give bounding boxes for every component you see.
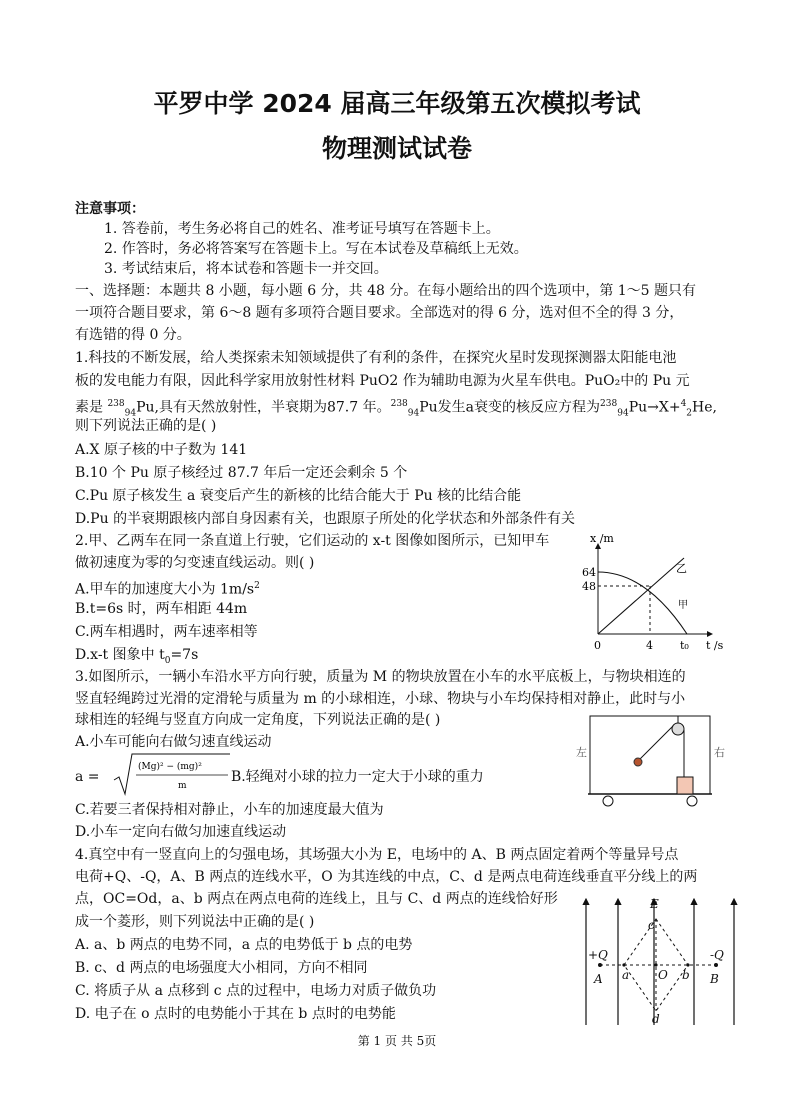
q1-line-3: 素是 $^{238}_{94}$Pu,具有天然放射性，半衰期为87.7 年。$^{238}_{94}$Pu发生a衰变的核反应方程为$^{238}_{94}$Pu→X+$^4_2$He, (75, 399, 717, 419)
q4-line-2: 电荷+Q、-Q，A、B 两点的连线水平，O 为其连线的中点，C、d 是两点电荷连线垂直平分线上的两 (75, 869, 698, 885)
rope-to-ball (639, 726, 673, 760)
charge-B-dot (714, 963, 718, 967)
q1-line-2: 板的发电能力有限，因此科学家用放射性材料 PuO2 作为辅助电源为火星车供电。PuO₂中的 Pu 元 (75, 373, 690, 389)
q2-line-2: 做初速度为零的匀变速直线运动。则( ) (75, 555, 315, 571)
x-tick-t0: t₀ (680, 639, 689, 652)
q3-line-2: 竖直轻绳跨过光滑的定滑轮与质量为 m 的小球相连，小球、物块与小车均保持相对静止，此时与小 (75, 691, 686, 707)
exam-title: 平罗中学 2024 届高三年级第五次模拟考试 (153, 89, 641, 118)
q2-option-b: B.t=6s 时，两车相距 44m (75, 601, 248, 617)
notice-item-2: 2. 作答时，务必将答案写在答题卡上。写在本试卷及草稿纸上无效。 (104, 241, 528, 257)
q2-option-a: A.甲车的加速度大小为 $1m/s^2$ (75, 581, 260, 598)
q1-line-4: 则下列说法正确的是( ) (75, 418, 217, 434)
formula-denominator: m (178, 781, 187, 791)
label-a: a (622, 968, 630, 982)
point-a-dot (622, 963, 625, 966)
line-yi (598, 558, 684, 634)
y-tick-64: 64 (582, 566, 596, 579)
q3-option-d: D.小车一定向右做匀加速直线运动 (75, 824, 287, 840)
q2-line-1: 2.甲、乙两车在同一条直道上行驶，它们运动的 x-t 图像如图所示，已知甲车 (75, 533, 550, 549)
x-axis-label: t /s (706, 639, 724, 652)
y-axis-label: x /m (590, 532, 614, 545)
q4-option-b: B. c、d 两点的电场强度大小相同，方向不相同 (75, 960, 368, 976)
exam-subtitle: 物理测试试卷 (321, 134, 472, 163)
section-intro-line-2: 一项符合题目要求，第 6～8 题有多项符合题目要求。全部选对的得 6 分，选对但不全的得 3 分， (75, 305, 684, 321)
q3-line-1: 3.如图所示，一辆小车沿水平方向行驶，质量为 M 的物块放置在小车的水平底板上，与物块相连的 (75, 669, 686, 685)
q3-option-c: C.若要三者保持相对静止，小车的加速度最大值为 (75, 802, 384, 818)
x-tick-4: 4 (646, 639, 653, 652)
formula-numerator: (Mg)² − (mg)² (138, 762, 202, 772)
q4-option-d: D. 电子在 o 点时的电势能小于其在 b 点时的电势能 (75, 1006, 396, 1022)
q4-line-1: 4.真空中有一竖直向上的匀强电场，其场强大小为 E，电场中的 A、B 两点固定着两个等量异号点 (75, 847, 679, 863)
q2-option-d: D.x-t 图象中 $t_0=7s$ (75, 647, 199, 666)
point-O-dot (654, 963, 657, 966)
small-ball (634, 758, 642, 766)
notice-heading: 注意事项： (75, 201, 145, 217)
q1-option-c: C.Pu 原子核发生 a 衰变后产生的新核的比结合能大于 Pu 核的比结合能 (75, 488, 522, 504)
label-E: E (650, 897, 659, 911)
label-plusQ: +Q (588, 948, 608, 962)
section-intro-line-3: 有选错的得 0 分。 (75, 327, 191, 343)
q4-line-4: 成一个菱形，则下列说法中正确的是( ) (75, 914, 315, 930)
q3-option-b: B.轻绳对小球的拉力一定大于小球的重力 (231, 769, 484, 785)
q3-option-a: A.小车可能向右做匀速直线运动 (75, 734, 272, 750)
label-minusQ: -Q (710, 948, 724, 962)
q3-formula-lhs: a = (75, 769, 100, 785)
label-yi: 乙 (676, 562, 687, 575)
q4-field-figure (578, 893, 742, 1028)
label-B: B (710, 972, 719, 986)
q4-option-a: A. a、b 两点的电势不同，a 点的电势低于 b 点的电势 (75, 937, 413, 953)
q3-sqrt-formula (112, 750, 232, 800)
section-intro-line-1: 一、选择题：本题共 8 小题，每小题 6 分，共 48 分。在每小题给出的四个选项中，第 1～5 题只有 (75, 283, 697, 299)
curve-jia (598, 572, 687, 634)
label-A: A (594, 972, 603, 986)
charge-A-dot (598, 963, 602, 967)
q3-line-3: 球相连的轻绳与竖直方向成一定角度，下列说法正确的是( ) (75, 712, 441, 728)
block-M (677, 777, 693, 794)
label-jia: 甲 (678, 600, 688, 611)
label-b: b (682, 968, 690, 982)
q4-line-3: 点，OC=Od，a、b 两点在两点电荷的连线上，且与 C、d 两点的连线恰好形 (75, 891, 558, 907)
notice-item-3: 3. 考试结束后，将本试卷和答题卡一并交回。 (104, 261, 388, 277)
label-d: d (652, 1012, 660, 1026)
q2-option-c: C.两车相遇时，两车速率相等 (75, 624, 258, 640)
q1-option-a: A.X 原子核的中子数为 141 (75, 442, 248, 458)
q1-line-1: 1.科技的不断发展，给人类探索未知领域提供了有利的条件，在探究火星时发现探测器太阳能电池 (75, 350, 677, 366)
label-c: c (648, 918, 655, 932)
q3-cart-figure (574, 712, 734, 812)
origin-label: 0 (594, 639, 601, 652)
page-footer: 第 1 页 共 5页 (357, 1034, 437, 1048)
label-left: 左 (576, 746, 587, 759)
label-O: O (658, 968, 668, 982)
point-b-dot (686, 963, 689, 966)
notice-item-1: 1. 答卷前，考生务必将自己的姓名、准考证号填写在答题卡上。 (104, 221, 500, 237)
pulley (672, 723, 684, 735)
q4-option-c: C. 将质子从 a 点移到 c 点的过程中，电场力对质子做负功 (75, 983, 437, 999)
wheel-right (687, 796, 697, 806)
q2-xt-graph (572, 528, 732, 654)
q1-option-b: B.10 个 Pu 原子核经过 87.7 年后一定还会剩余 5 个 (75, 465, 408, 481)
label-right: 右 (714, 746, 725, 759)
field-lines (586, 899, 734, 1025)
wheel-left (603, 796, 613, 806)
q1-option-d: D.Pu 的半衰期跟核内部自身因素有关，也跟原子所处的化学状态和外部条件有关 (75, 511, 576, 527)
y-tick-48: 48 (582, 580, 596, 593)
